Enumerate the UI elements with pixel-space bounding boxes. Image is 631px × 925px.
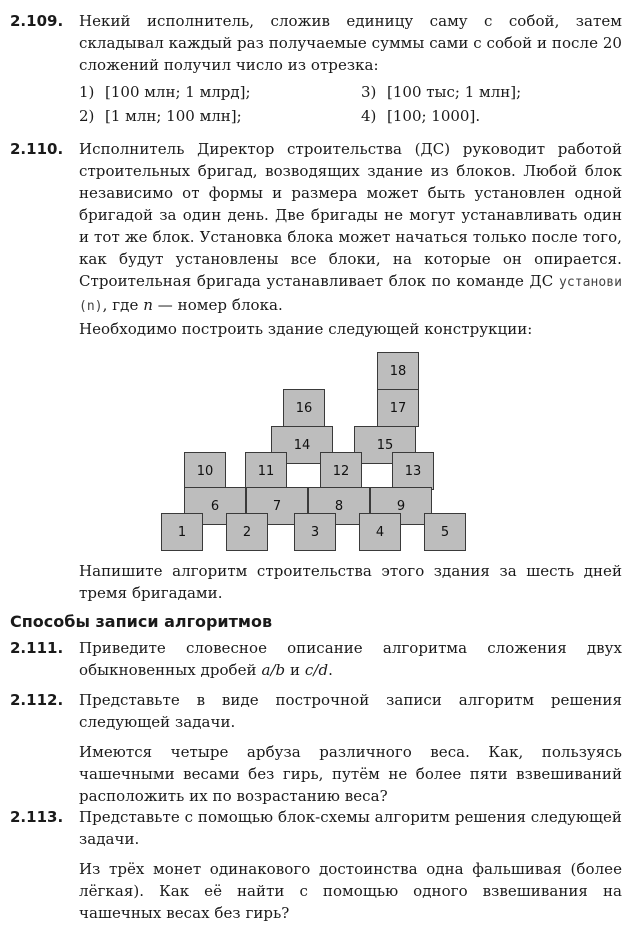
block-5: 5 [424, 513, 466, 551]
problem-2-110-task [10, 560, 622, 604]
problem-text: Некий исполнитель, сложив единицу саму с собой, затем складывал каждый раз получаемые суммы сами с собой и после 20 сложений получил число из отрезка: [79, 12, 623, 74]
answer-options [79, 80, 622, 128]
problem-number: 2.111. [10, 639, 64, 657]
block-7: 7 [246, 487, 308, 525]
problem-number: 2.109. [10, 12, 64, 30]
block-1: 1 [161, 513, 203, 551]
problem-text: Приведите словесное описание алгоритма сложения двух обыкновенных дробей a/b и c/d. [79, 639, 622, 679]
problem-2-110 [10, 138, 622, 340]
section-title: Способы записи алгоритмов [10, 612, 273, 631]
problem-number: 2.110. [10, 140, 64, 158]
problem-2-111 [10, 637, 622, 681]
block-8: 8 [308, 487, 370, 525]
block-12: 12 [320, 452, 362, 490]
block-13: 13 [392, 452, 434, 490]
option-1: 1) [100 млн; 1 млрд]; [79, 83, 251, 101]
task-text: Напишите алгоритм строительства этого здания за шесть дней тремя бригадами. [79, 562, 622, 602]
task-text: Из трёх монет одинакового достоинства одна фальшивая (более лёгкая). Как её найти с помощью одного взвешивания на чашечных весах без гирь? [79, 860, 622, 922]
problem-text: Представьте с помощью блок-схемы алгоритм решения следующей задачи. [79, 808, 622, 848]
problem-2-109 [10, 10, 622, 128]
block-11: 11 [245, 452, 287, 490]
block-18: 18 [377, 352, 419, 390]
problem-text: Исполнитель Директор строительства (ДС) руководит работой строительных бригад, возводящих здание из блоков. Любой блок независимо от формы и размера может быть установлен одной бригадой за один день. Две бригады не могут устанавливать один и тот же блок. Установка блока может начаться только после того, как будут установлены все блоки, на которые он опирается. Строительная бригада устанавливает блок по команде ДС установи (n), где n — номер блока. [79, 140, 622, 314]
option-3: 3) [100 тыс; 1 млн]; [361, 83, 522, 101]
block-2: 2 [226, 513, 268, 551]
problem-text: Представьте в виде построчной записи алгоритм решения следующей задачи. [79, 691, 622, 731]
problem-number: 2.112. [10, 691, 64, 709]
problem-text-2: Необходимо построить здание следующей конструкции: [79, 320, 533, 338]
block-10: 10 [184, 452, 226, 490]
command-text: установи (n) [79, 275, 622, 314]
block-6: 6 [184, 487, 246, 525]
problem-2-113 [10, 806, 622, 924]
problem-number: 2.113. [10, 808, 64, 826]
block-4: 4 [359, 513, 401, 551]
task-text: Имеются четыре арбуза различного веса. Как, пользуясь чашечными весами без гирь, путём не более пяти взвешиваний расположить их по возрастанию веса? [79, 743, 622, 805]
option-4: 4) [100; 1000]. [361, 107, 481, 125]
block-15: 15 [354, 426, 416, 464]
problem-2-112 [10, 689, 622, 807]
block-17: 17 [377, 389, 419, 427]
block-14: 14 [271, 426, 333, 464]
block-3: 3 [294, 513, 336, 551]
block-16: 16 [283, 389, 325, 427]
option-2: 2) [1 млн; 100 млн]; [79, 107, 242, 125]
block-9: 9 [370, 487, 432, 525]
